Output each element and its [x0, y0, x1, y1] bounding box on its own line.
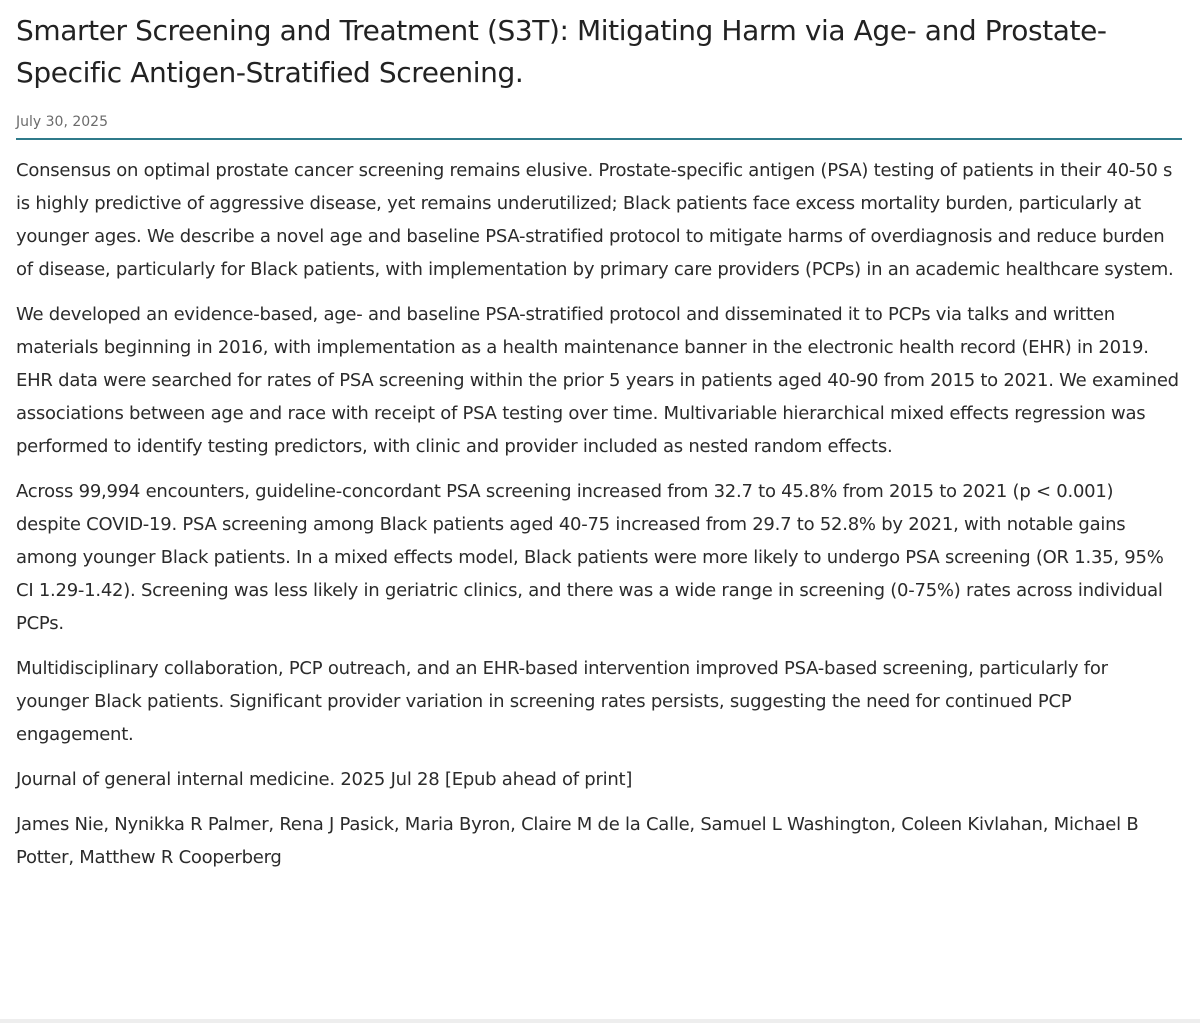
title-divider	[16, 138, 1182, 140]
abstract-background: Consensus on optimal prostate cancer screening remains elusive. Prostate-specific antigen (PSA) testing of patients in their 40-50 s is highly predictive of aggressive disease, yet remains underutilized; Black patients face excess mortality burden, particularly at younger ages. We describe a novel age and baseline PSA-stratified protocol to mitigate harms of overdiagnosis and reduce burden of disease, particularly for Black patients, with implementation by primary care providers (PCPs) in an academic healthcare system.	[16, 160, 1174, 280]
article	[16, 0, 1182, 886]
abstract-conclusion: Multidisciplinary collaboration, PCP outreach, and an EHR-based intervention improved PSA-based screening, particularly for younger Black patients. Significant provider variation in screening rates persists, suggesting the need for continued PCP engagement.	[16, 658, 1108, 745]
publication-date: July 30, 2025	[16, 114, 108, 130]
abstract	[16, 154, 1182, 874]
article-title: Smarter Screening and Treatment (S3T): Mitigating Harm via Age- and Prostate-Specific Antigen-Stratified Screening.	[16, 14, 1107, 89]
page-bottom-divider	[0, 1019, 1200, 1023]
abstract-methods: We developed an evidence-based, age- and baseline PSA-stratified protocol and disseminated it to PCPs via talks and written materials beginning in 2016, with implementation as a health maintenance banner in the electronic health record (EHR) in 2019. EHR data were searched for rates of PSA screening within the prior 5 years in patients aged 40-90 from 2015 to 2021. We examined associations between age and race with receipt of PSA testing over time. Multivariable hierarchical mixed effects regression was performed to identify testing predictors, with clinic and provider included as nested random effects.	[16, 304, 1179, 457]
journal-citation: Journal of general internal medicine. 2025 Jul 28 [Epub ahead of print]	[16, 769, 633, 790]
abstract-results: Across 99,994 encounters, guideline-concordant PSA screening increased from 32.7 to 45.8% from 2015 to 2021 (p < 0.001) despite COVID-19. PSA screening among Black patients aged 40-75 increased from 29.7 to 52.8% by 2021, with notable gains among younger Black patients. In a mixed effects model, Black patients were more likely to undergo PSA screening (OR 1.35, 95% CI 1.29-1.42). Screening was less likely in geriatric clinics, and there was a wide range in screening (0-75%) rates across individual PCPs.	[16, 481, 1164, 634]
author-list: James Nie, Nynikka R Palmer, Rena J Pasick, Maria Byron, Claire M de la Calle, Samuel L Washington, Coleen Kivlahan, Michael B Potter, Matthew R Cooperberg	[16, 814, 1139, 868]
